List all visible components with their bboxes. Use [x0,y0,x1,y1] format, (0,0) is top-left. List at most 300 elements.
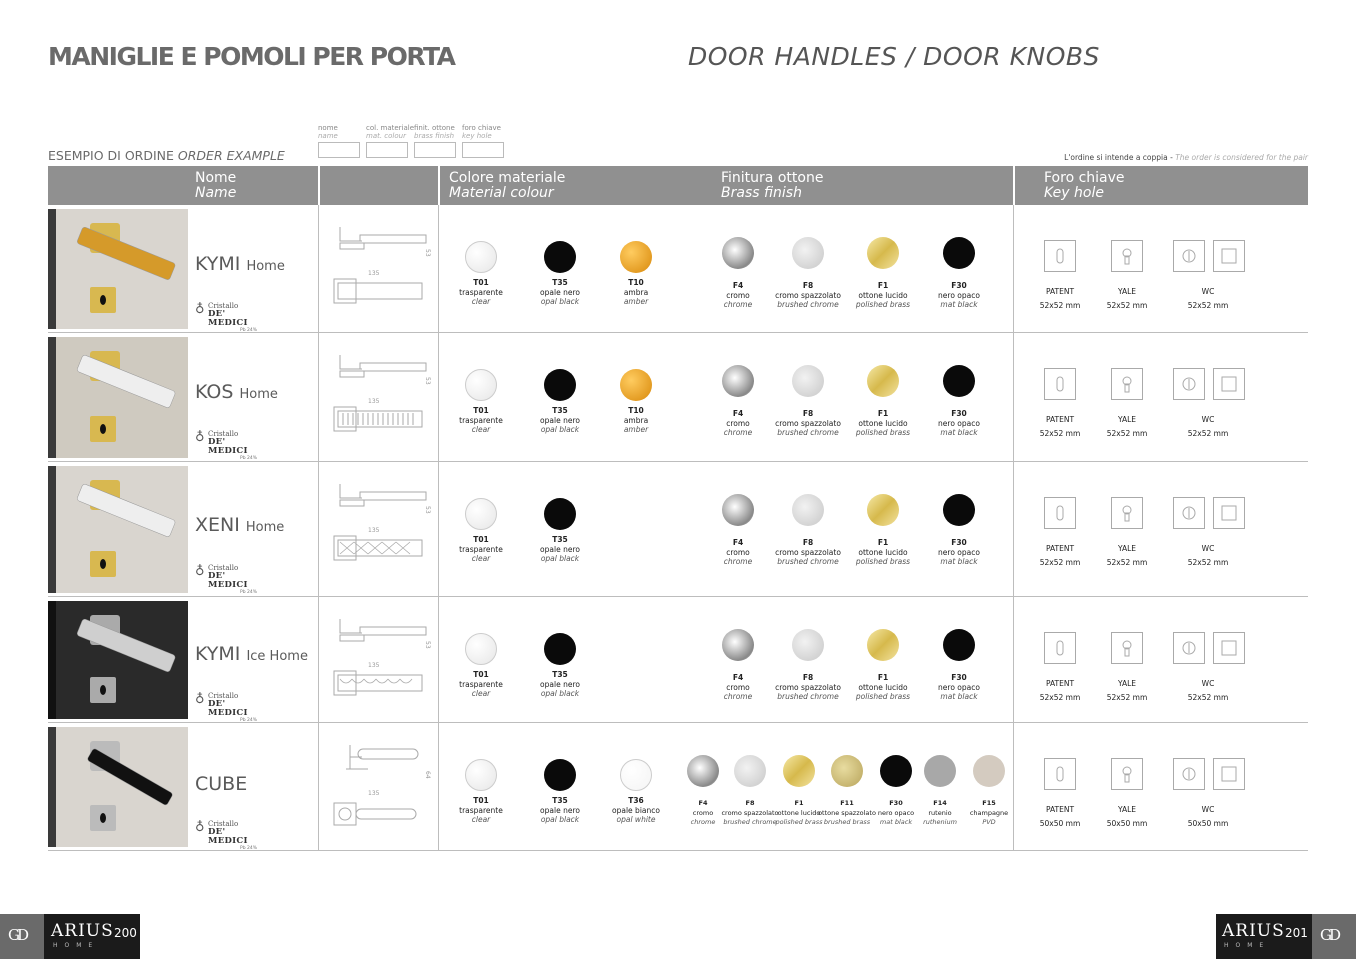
product-name-sub: Home [239,387,278,402]
gd-logo-icon: GD [1320,926,1339,944]
finish-name-en: brushed chrome [777,557,839,566]
material-code: T36 [628,796,644,805]
header-finish-en: Brass finish [721,185,802,201]
material-label [540,278,580,307]
column-divider [318,723,319,851]
finish-swatch-f1[interactable] [867,629,899,661]
keyhole-size: 52x52 mm [1039,301,1081,310]
order-field-colour [366,124,415,158]
drawing-height-label: 53 [424,506,431,514]
material-swatch-t10[interactable] [620,241,652,273]
finish-name-en: mat black [879,818,913,826]
finish-swatch-f4[interactable] [722,494,754,526]
material-name-en: clear [471,689,491,698]
material-label [459,406,503,435]
finish-label [878,799,914,828]
keyhole-type: WC [1201,287,1215,296]
wc-release-icon[interactable] [1213,758,1245,790]
brand-line3: Pb 24% [239,328,257,333]
order-label-en: ORDER EXAMPLE [177,148,285,163]
keyhole-size: 52x52 mm [1106,558,1148,567]
yale-keyhole-icon[interactable] [1111,632,1143,664]
column-divider [1013,597,1014,723]
finish-label [856,409,910,438]
product-photo [48,337,188,458]
keyhole-label [1188,803,1229,831]
finish-label [775,409,841,438]
keyhole-label [1040,542,1081,570]
handle-illustration [48,337,188,458]
finish-name-it: cromo [726,682,750,692]
finish-code: F30 [951,538,967,547]
material-label [459,670,503,699]
keyhole-size: 50x50 mm [1039,819,1081,828]
header-divider [438,166,440,205]
material-name-en: opal black [540,297,580,306]
page-number-left: 200 [114,926,137,940]
material-label [459,278,503,307]
keyhole-type: YALE [1117,415,1137,424]
material-swatch-t35[interactable] [544,633,576,665]
finish-label [724,409,752,438]
product-name-main: KYMI [195,643,241,665]
header-finish [721,166,823,205]
product-name-sub: Home [246,259,285,274]
finish-label [970,799,1008,828]
keyhole-size: 52x52 mm [1106,429,1148,438]
finish-name-it: cromo spazzolato [775,682,841,692]
column-divider [438,462,439,597]
finish-swatch-f4[interactable] [722,365,754,397]
brand-line2: DE' MEDICI [208,827,248,846]
drawing-width-label: 135 [368,270,380,277]
patent-keyhole-icon[interactable] [1044,240,1076,272]
keyhole-size: 52x52 mm [1106,693,1148,702]
keyhole-label [1107,285,1148,313]
finish-name-it: cromo [726,418,750,428]
order-field-label-en: name [318,132,338,140]
keyhole-size: 52x52 mm [1187,558,1229,567]
finish-name-en: chrome [723,557,753,566]
material-label [459,796,503,825]
order-field-label: nome [318,124,338,132]
brand-line3: Pb 24% [239,456,257,461]
technical-drawing [328,615,438,715]
material-swatch-t01[interactable] [465,633,497,665]
yale-keyhole-icon[interactable] [1111,758,1143,790]
material-label [624,406,648,435]
order-field-name [318,124,360,158]
material-name-en: opal black [540,689,580,698]
column-divider [318,333,319,462]
material-code: T35 [552,796,568,805]
material-swatch-t36[interactable] [620,759,652,791]
material-name-en: amber [623,297,649,306]
order-field-label-en: key hole [462,132,492,140]
handle-illustration [48,727,188,847]
footer-right [1216,914,1356,959]
finish-swatch-f8[interactable] [792,629,824,661]
keyhole-label [1040,803,1081,831]
material-name-it: trasparente [459,287,503,297]
finish-name-en: polished brass [855,300,911,309]
handle-illustration [48,466,188,593]
order-field-box [318,142,360,158]
keyhole-type: YALE [1117,805,1137,814]
material-label [540,406,580,435]
finish-name-en: PVD [982,818,996,826]
wc-knob-icon[interactable] [1173,240,1205,272]
finish-name-en: polished brass [855,557,911,566]
material-name-it: ambra [623,287,649,297]
finish-name-it: nero opaco [938,682,980,692]
product-row [48,723,1308,851]
material-label [540,796,580,825]
material-code: T10 [628,278,644,287]
keyhole-type: YALE [1117,287,1137,296]
wc-knob-icon[interactable] [1173,758,1205,790]
finish-swatch-f8[interactable] [792,494,824,526]
product-name [195,773,247,795]
material-code: T35 [552,406,568,415]
material-name-it: trasparente [459,679,503,689]
brand-line2: DE' MEDICI [208,309,248,328]
footer-brand: ARIUS [51,921,114,941]
brand-crest-icon: ♁ [195,692,205,707]
finish-swatch-f1[interactable] [783,755,815,787]
wc-knob-icon[interactable] [1173,368,1205,400]
material-swatch-t01[interactable] [465,241,497,273]
yale-keyhole-icon[interactable] [1111,497,1143,529]
footer-brand: ARIUS [1222,921,1285,941]
keyhole-type: WC [1201,415,1215,424]
wc-knob-icon[interactable] [1173,497,1205,529]
technical-drawing [328,480,438,580]
header-keyhole [1044,166,1125,205]
finish-label [775,281,841,310]
wc-release-icon[interactable] [1213,240,1245,272]
material-name-it: opale nero [540,679,580,689]
technical-drawing [328,223,438,323]
material-name-it: opale nero [540,415,580,425]
brand-line3: Pb 24% [239,718,257,723]
keyhole-size: 52x52 mm [1039,693,1081,702]
finish-label [856,538,910,567]
finish-label [923,799,957,828]
finish-label [856,281,910,310]
keyhole-size: 52x52 mm [1187,693,1229,702]
finish-name-it: ottone lucido [858,418,908,428]
finish-code: F15 [982,799,996,807]
material-code: T35 [552,535,568,544]
finish-name-en: chrome [723,692,753,701]
patent-keyhole-icon[interactable] [1044,632,1076,664]
finish-name-en: chrome [690,818,716,826]
material-swatch-t35[interactable] [544,241,576,273]
finish-label [938,673,980,702]
wc-release-icon[interactable] [1213,497,1245,529]
material-name-en: clear [471,815,491,824]
finish-swatch-f8[interactable] [734,755,766,787]
material-swatch-t01[interactable] [465,759,497,791]
material-swatch-t35[interactable] [544,759,576,791]
brand-line2: DE' MEDICI [208,571,248,590]
keyhole-size: 52x52 mm [1187,429,1229,438]
yale-keyhole-icon[interactable] [1111,240,1143,272]
finish-code: F1 [877,673,889,682]
finish-name-it: cromo spazzolato [775,547,841,557]
finish-code: F8 [802,281,814,290]
finish-name-it: rutenio [928,808,952,817]
product-photo [48,601,188,719]
order-field-label: finit. ottone [414,124,455,132]
finish-name-en: brushed chrome [777,428,839,437]
footer-home: HOME [1224,942,1271,949]
material-label [459,535,503,564]
finish-swatch-f4[interactable] [722,237,754,269]
column-divider [438,597,439,723]
order-field-box [462,142,504,158]
finish-name-it: cromo spazzolato [775,290,841,300]
column-divider [1013,723,1014,851]
wc-release-icon[interactable] [1213,632,1245,664]
footer-home: HOME [53,942,100,949]
finish-code: F1 [877,538,889,547]
product-row [48,205,1308,333]
finish-label [775,538,841,567]
brand-line1: Cristallo [208,692,239,700]
finish-code: F30 [951,409,967,418]
product-row [48,462,1308,597]
finish-name-en: polished brass [775,818,823,826]
brand-crest-icon: ♁ [195,564,205,579]
material-name-en: clear [471,554,491,563]
material-name-it: trasparente [459,805,503,815]
column-divider [1013,462,1014,597]
keyhole-type: PATENT [1045,679,1075,688]
brand-logo [195,820,265,852]
finish-swatch-f8[interactable] [792,237,824,269]
product-photo [48,466,188,593]
finish-name-en: ruthenium [923,818,957,826]
header-keyhole-en: Key hole [1044,185,1104,201]
brand-crest-icon: ♁ [195,302,205,317]
order-field-finish [414,124,456,158]
material-swatch-t01[interactable] [465,369,497,401]
order-example-label [48,148,285,163]
keyhole-size: 52x52 mm [1039,429,1081,438]
material-swatch-t35[interactable] [544,369,576,401]
order-field-keyhole [462,124,504,158]
finish-name-en: brushed brass [823,818,871,826]
finish-code: F1 [794,799,804,807]
finish-swatch-f30[interactable] [880,755,912,787]
brand-logo [195,430,265,462]
material-name-en: opal white [616,815,656,824]
finish-swatch-f30[interactable] [943,629,975,661]
keyhole-label [1107,677,1148,705]
keyhole-type: PATENT [1045,287,1075,296]
patent-keyhole-icon[interactable] [1044,368,1076,400]
finish-swatch-f8[interactable] [792,365,824,397]
keyhole-type: PATENT [1045,415,1075,424]
keyhole-label [1107,413,1148,441]
footer-left [0,914,140,959]
brand-line3: Pb 24% [239,846,257,851]
finish-swatch-f30[interactable] [943,494,975,526]
finish-name-en: chrome [723,300,753,309]
material-name-it: opale nero [540,805,580,815]
product-name [195,643,308,665]
keyhole-label [1040,285,1081,313]
finish-swatch-f4[interactable] [722,629,754,661]
material-name-en: opal black [540,554,580,563]
finish-swatch-f1[interactable] [867,365,899,397]
material-swatch-t01[interactable] [465,498,497,530]
material-swatch-t35[interactable] [544,498,576,530]
column-divider [438,205,439,333]
finish-name-en: mat black [940,428,978,437]
drawing-width-label: 135 [368,527,380,534]
finish-name-it: cromo spazzolato [721,808,779,817]
finish-code: F4 [732,673,744,682]
finish-label [724,538,752,567]
product-name [195,381,278,403]
keyhole-label [1188,285,1229,313]
brand-line1: Cristallo [208,820,239,828]
material-label [540,535,580,564]
order-field-box [414,142,456,158]
finish-swatch-f15[interactable] [973,755,1005,787]
drawing-width-label: 135 [368,790,380,797]
yale-keyhole-icon[interactable] [1111,368,1143,400]
finish-name-it: ottone lucido [858,547,908,557]
finish-code: F14 [933,799,947,807]
brand-line1: Cristallo [208,430,239,438]
finish-name-en: brushed chrome [777,300,839,309]
wc-release-icon[interactable] [1213,368,1245,400]
finish-code: F4 [732,281,744,290]
order-field-label: foro chiave [462,124,501,132]
technical-drawing [328,351,438,451]
finish-label [938,409,980,438]
finish-swatch-f1[interactable] [867,494,899,526]
brand-line2: DE' MEDICI [208,437,248,456]
wc-knob-icon[interactable] [1173,632,1205,664]
brand-line1: Cristallo [208,564,239,572]
finish-code: F8 [802,538,814,547]
finish-label [938,281,980,310]
finish-name-it: cromo [726,547,750,557]
order-field-box [366,142,408,158]
finish-swatch-f11[interactable] [831,755,863,787]
finish-code: F11 [840,799,854,807]
header-divider [1013,166,1015,205]
finish-code: F8 [802,673,814,682]
page-title-it: MANIGLIE E POMOLI PER PORTA [48,42,455,71]
column-divider [1013,205,1014,333]
order-field-label-en: brass finish [414,132,455,140]
finish-swatch-f1[interactable] [867,237,899,269]
drawing-width-label: 135 [368,662,380,669]
gd-logo-icon: GD [8,926,27,944]
handle-illustration [48,601,188,719]
keyhole-size: 50x50 mm [1106,819,1148,828]
finish-code: F30 [951,673,967,682]
finish-name-it: nero opaco [938,290,980,300]
product-name-main: XENI [195,514,240,536]
finish-name-it: nero opaco [877,808,915,817]
finish-swatch-f30[interactable] [943,365,975,397]
finish-name-it: ottone lucido [858,290,908,300]
column-divider [438,333,439,462]
pair-note-en: The order is considered for the pair [1175,153,1308,162]
finish-label [721,799,778,828]
finish-code: F8 [802,409,814,418]
material-code: T01 [473,535,489,544]
finish-swatch-f4[interactable] [687,755,719,787]
header-name [195,166,236,205]
drawing-height-label: 53 [424,249,431,257]
keyhole-type: YALE [1117,679,1137,688]
finish-name-en: polished brass [855,692,911,701]
material-name-it: opale nero [540,287,580,297]
material-swatch-t10[interactable] [620,369,652,401]
order-field-label-en: mat. colour [366,132,406,140]
finish-name-en: mat black [940,557,978,566]
brand-line1: Cristallo [208,302,239,310]
product-name-sub: Ice Home [246,649,308,664]
finish-code: F30 [951,281,967,290]
technical-drawing [328,741,438,841]
keyhole-label [1188,413,1229,441]
keyhole-type: PATENT [1045,544,1075,553]
keyhole-size: 52x52 mm [1187,301,1229,310]
keyhole-type: WC [1201,805,1215,814]
finish-code: F4 [732,409,744,418]
header-finish-it: Finitura ottone [721,170,824,186]
keyhole-type: WC [1201,544,1215,553]
finish-name-it: ottone spazzolato [818,808,876,817]
header-colour [449,166,565,205]
keyhole-label [1107,803,1148,831]
finish-code: F1 [877,281,889,290]
material-name-en: opal black [540,815,580,824]
patent-keyhole-icon[interactable] [1044,758,1076,790]
finish-swatch-f30[interactable] [943,237,975,269]
column-divider [318,597,319,723]
material-label [612,796,660,825]
page-number-right: 201 [1285,926,1308,940]
finish-swatch-f14[interactable] [924,755,956,787]
finish-label [691,799,716,828]
table-header [48,166,1308,205]
pair-note-it: L'ordine si intende a coppia - [1064,153,1173,162]
finish-name-it: nero opaco [938,547,980,557]
column-divider [318,205,319,333]
product-row [48,597,1308,723]
header-keyhole-it: Foro chiave [1044,170,1125,186]
finish-name-en: mat black [940,300,978,309]
finish-name-en: polished brass [855,428,911,437]
handle-illustration [48,209,188,329]
material-code: T35 [552,670,568,679]
brand-line3: Pb 24% [239,590,257,595]
finish-name-en: chrome [723,428,753,437]
finish-name-it: champagne [969,808,1009,817]
product-name [195,253,285,275]
patent-keyhole-icon[interactable] [1044,497,1076,529]
